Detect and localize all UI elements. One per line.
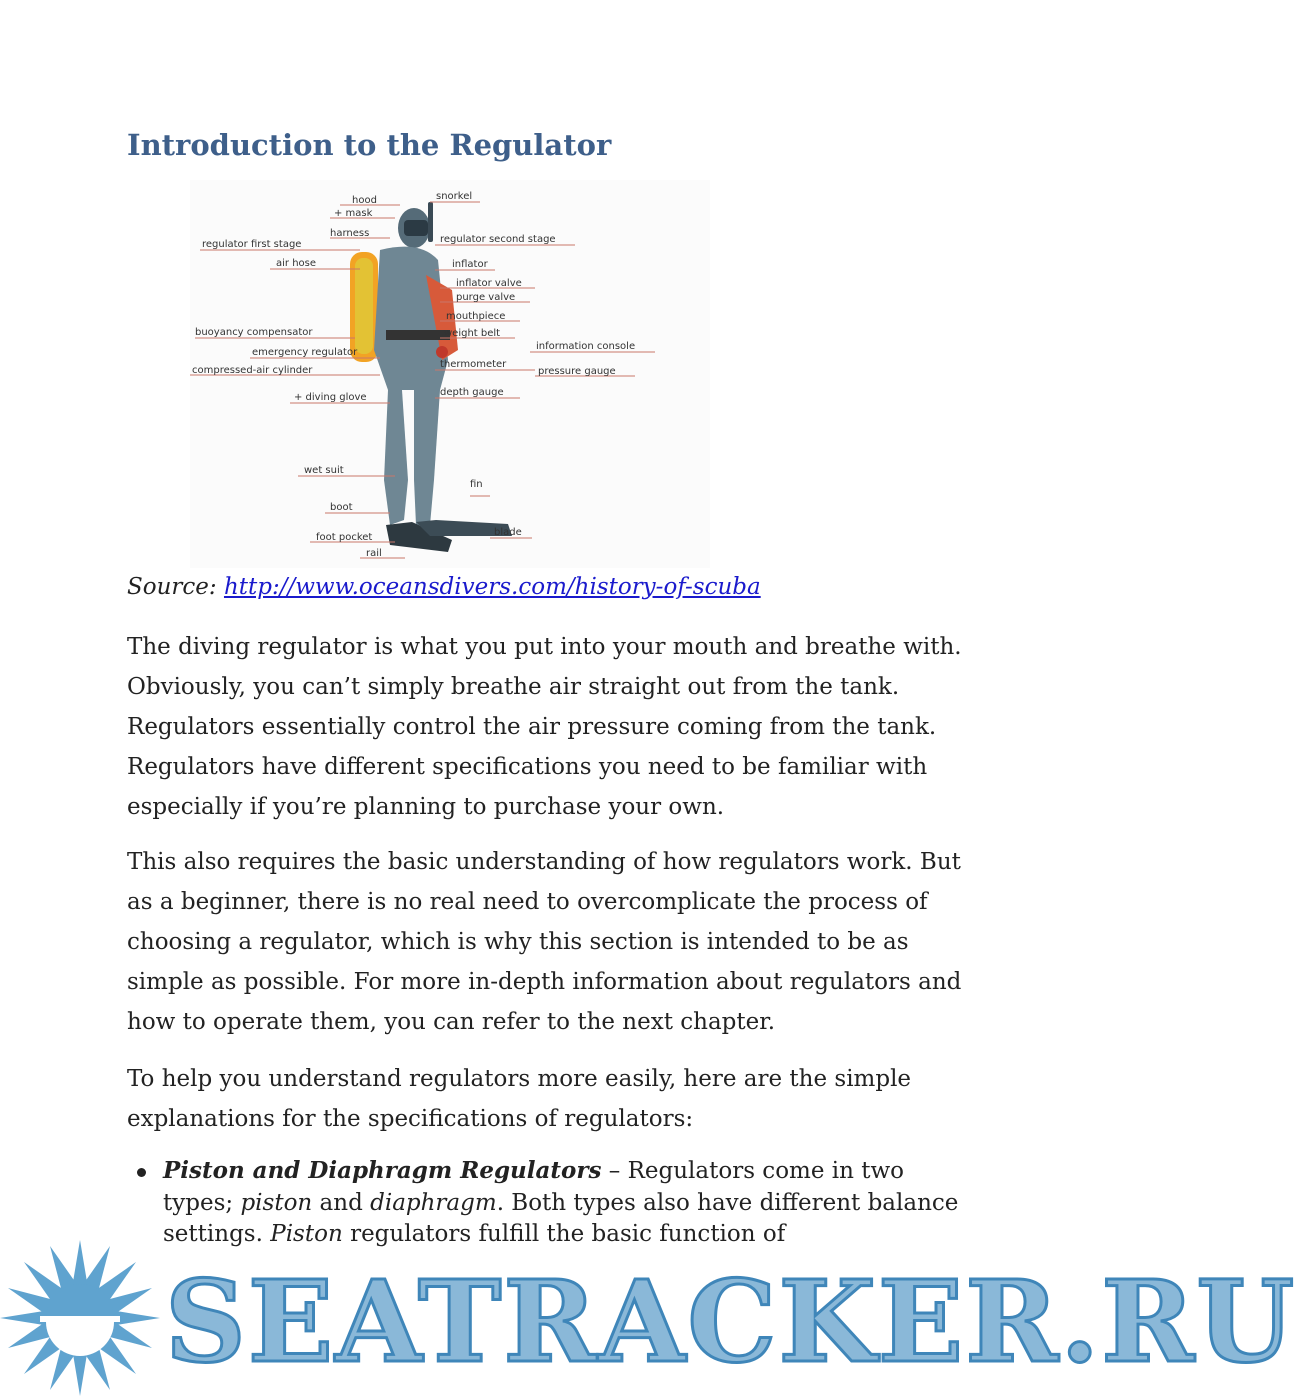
list-italic-2: diaphragm [370, 1189, 497, 1216]
list-text-2: and [312, 1189, 371, 1216]
bullet-icon [137, 1168, 146, 1177]
label-snorkel: snorkel [436, 191, 473, 202]
diver-diagram [190, 180, 710, 568]
label-pressure-gauge: pressure gauge [538, 366, 616, 377]
label-regulator-first-stage: regulator first stage [202, 239, 302, 250]
label-purge-valve: purge valve [456, 292, 516, 303]
label-inflator: inflator [452, 259, 488, 270]
paragraph-2: This also requires the basic understanding of how regulators work. But as a beginner, there is no real need to overcomplicate the process of choosing a regulator, which is why this section is intended to be as simple as possible. For more in-depth information about regulators and how to operate them, you can refer to the next chapter. [127, 849, 962, 1035]
label-mouthpiece: mouthpiece [446, 311, 506, 322]
paragraph-1: The diving regulator is what you put into your mouth and breathe with. Obviously, you can’t simply breathe air straight out from the tank. Regulators essentially control the air pressure coming from the tank. Regulators have different specifications you need to be familiar with especially if you’re planning to purchase your own. [127, 634, 962, 820]
list-text-1: Regulators come in two types; [163, 1158, 905, 1216]
label-regulator-second-stage: regulator second stage [440, 234, 556, 245]
label-rail: rail [366, 548, 382, 559]
label-hood: hood [352, 195, 377, 206]
label-mask: + mask [334, 208, 373, 219]
label-wet-suit: wet suit [304, 465, 344, 476]
list-item-term: Piston and Diaphragm Regulators [163, 1157, 602, 1184]
label-inflator-valve: inflator valve [456, 278, 522, 289]
label-harness: harness [330, 228, 370, 239]
label-information-console: information console [536, 341, 636, 352]
caption-prefix: Source: [127, 574, 217, 600]
label-weight-belt: weight belt [444, 328, 501, 339]
label-diving-glove: + diving glove [294, 392, 367, 403]
label-thermometer: thermometer [440, 359, 507, 370]
page-title: Introduction to the Regulator [127, 128, 612, 162]
label-buoyancy-compensator: buoyancy compensator [195, 327, 313, 338]
figure-caption [127, 574, 761, 600]
label-boot: boot [330, 502, 353, 513]
label-foot-pocket: foot pocket [316, 532, 373, 543]
list-item [127, 1155, 967, 1251]
list-italic-3: Piston [270, 1221, 343, 1247]
label-fin: fin [470, 479, 483, 490]
watermark-text: SEATRACKER.RU [165, 1257, 1296, 1388]
list-italic-1: piston [240, 1189, 313, 1216]
label-air-hose: air hose [276, 258, 317, 269]
label-compressed-air-cylinder: compressed-air cylinder [192, 365, 313, 376]
label-depth-gauge: depth gauge [440, 387, 504, 398]
list-text-3: . Both types also have different balance settings. [163, 1189, 959, 1247]
specs-list [127, 1155, 967, 1251]
label-emergency-regulator: emergency regulator [252, 347, 358, 358]
source-link[interactable]: http://www.oceansdivers.com/history-of-scuba [223, 574, 761, 600]
paragraph-3: To help you understand regulators more easily, here are the simple explanations for the specifications of regulators: [127, 1066, 912, 1132]
term-dash: – [601, 1158, 628, 1184]
label-blade: blade [494, 527, 522, 538]
list-text-4: regulators fulfill the basic function of [342, 1221, 786, 1247]
